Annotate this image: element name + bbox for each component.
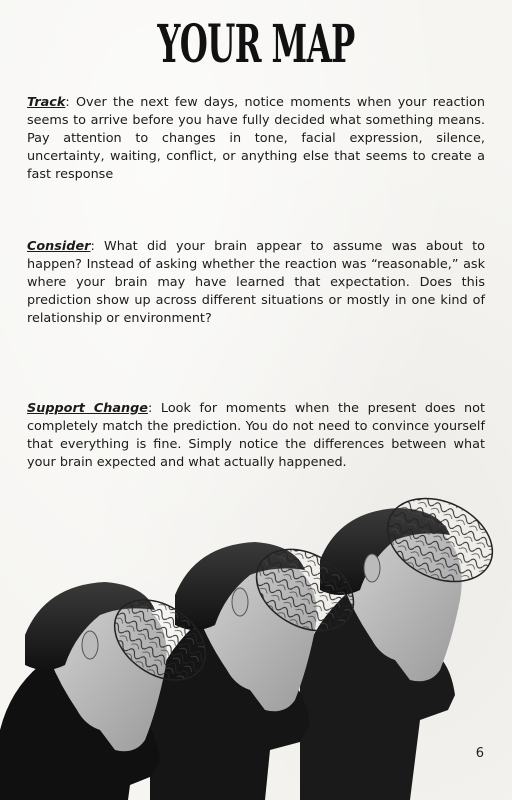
section-text: : Look for moments when the present does not completely match the prediction. You do not need to convince yourself that everything is fine. Simply notice the differences between what your brain expected and what actually happened. bbox=[27, 401, 485, 470]
brain-head-icon bbox=[0, 480, 512, 800]
section-term: Consider bbox=[27, 239, 91, 254]
page-number: 6 bbox=[475, 746, 484, 761]
section-consider bbox=[27, 238, 485, 328]
section-track bbox=[27, 94, 485, 184]
section-text: : Over the next few days, notice moments when your reaction seems to arrive before you have fully decided what something means. Pay attention to changes in tone, facial expression, silence, uncertainty, waiting, conflict, or anything else that seems to create a fast response bbox=[27, 95, 485, 182]
section-support-change bbox=[27, 400, 485, 472]
section-text: : What did your brain appear to assume was about to happen? Instead of asking whether the reaction was “reasonable,” ask where your brain may have learned that expectation. Does this prediction show up across different situations or mostly in one kind of relationship or environment? bbox=[27, 239, 485, 326]
section-term: Support Change bbox=[27, 401, 148, 416]
section-term: Track bbox=[27, 95, 66, 110]
page-title: YOUR MAP bbox=[157, 14, 355, 75]
